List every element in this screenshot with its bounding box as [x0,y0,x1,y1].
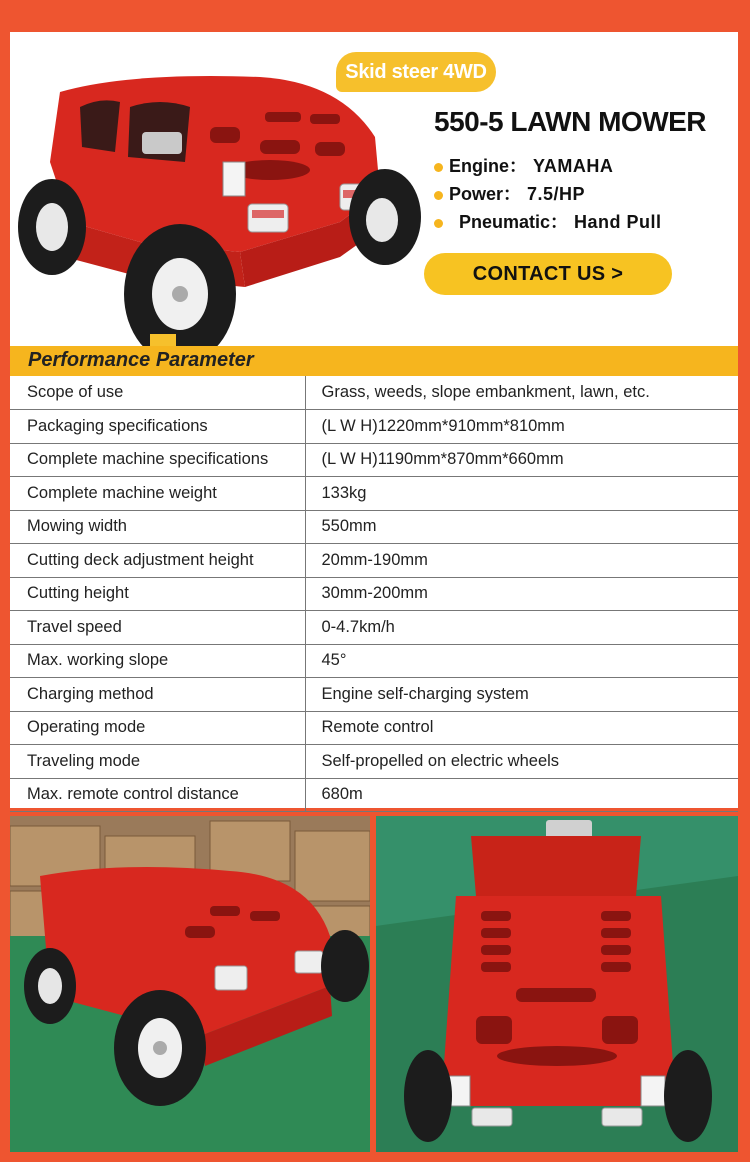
spec-engine [434,152,613,178]
table-row [10,644,738,678]
param-key: Mowing width [10,510,305,544]
param-key: Packaging specifications [10,410,305,444]
mower-front-photo [376,816,738,1152]
param-value: 133kg [305,477,738,511]
param-value: Remote control [305,711,738,745]
param-value: Engine self-charging system [305,678,738,712]
param-value: Grass, weeds, slope embankment, lawn, etc. [305,376,738,410]
param-value: 550mm [305,510,738,544]
spec-label: Power： [449,184,522,204]
table-row [10,711,738,745]
contact-us-button[interactable]: CONTACT US > [424,253,672,295]
param-value: (L W H)1190mm*870mm*660mm [305,443,738,477]
bullet-icon [434,191,443,200]
table-row [10,410,738,444]
table-row [10,510,738,544]
param-key: Cutting height [10,577,305,611]
spec-label: Pneumatic： [459,212,569,232]
param-key: Charging method [10,678,305,712]
param-value: Self-propelled on electric wheels [305,745,738,779]
param-key: Complete machine specifications [10,443,305,477]
bullet-icon [434,219,443,228]
param-key: Travel speed [10,611,305,645]
table-row [10,443,738,477]
param-value: (L W H)1220mm*910mm*810mm [305,410,738,444]
spec-value: Hand Pull [574,212,662,232]
param-value: 45° [305,644,738,678]
table-row [10,577,738,611]
spec-pneumatic [434,208,662,234]
param-key: Max. working slope [10,644,305,678]
hero-section [10,32,738,346]
performance-parameter-table [10,376,738,812]
param-value: 0-4.7km/h [305,611,738,645]
section-header [10,346,738,376]
table-row [10,376,738,410]
param-value: 680m [305,778,738,812]
table-row [10,544,738,578]
param-value: 20mm-190mm [305,544,738,578]
param-key: Scope of use [10,376,305,410]
table-row [10,477,738,511]
spec-label: Engine： [449,156,528,176]
spec-value: YAMAHA [533,156,614,176]
spec-value: 7.5/HP [527,184,586,204]
table-row [10,678,738,712]
mower-side-photo [10,816,370,1152]
bullet-icon [434,163,443,172]
table-row [10,778,738,812]
mower-hero-image [10,52,430,352]
param-key: Traveling mode [10,745,305,779]
table-row [10,611,738,645]
product-title: 550-5 LAWN MOWER [434,106,707,137]
param-value: 30mm-200mm [305,577,738,611]
product-card [10,32,738,808]
param-key: Operating mode [10,711,305,745]
drive-type-badge: Skid steer 4WD [336,52,496,92]
param-key: Max. remote control distance [10,778,305,812]
section-title: Performance Parameter [28,349,254,371]
spec-power [434,180,585,206]
param-key: Complete machine weight [10,477,305,511]
table-row [10,745,738,779]
param-key: Cutting deck adjustment height [10,544,305,578]
